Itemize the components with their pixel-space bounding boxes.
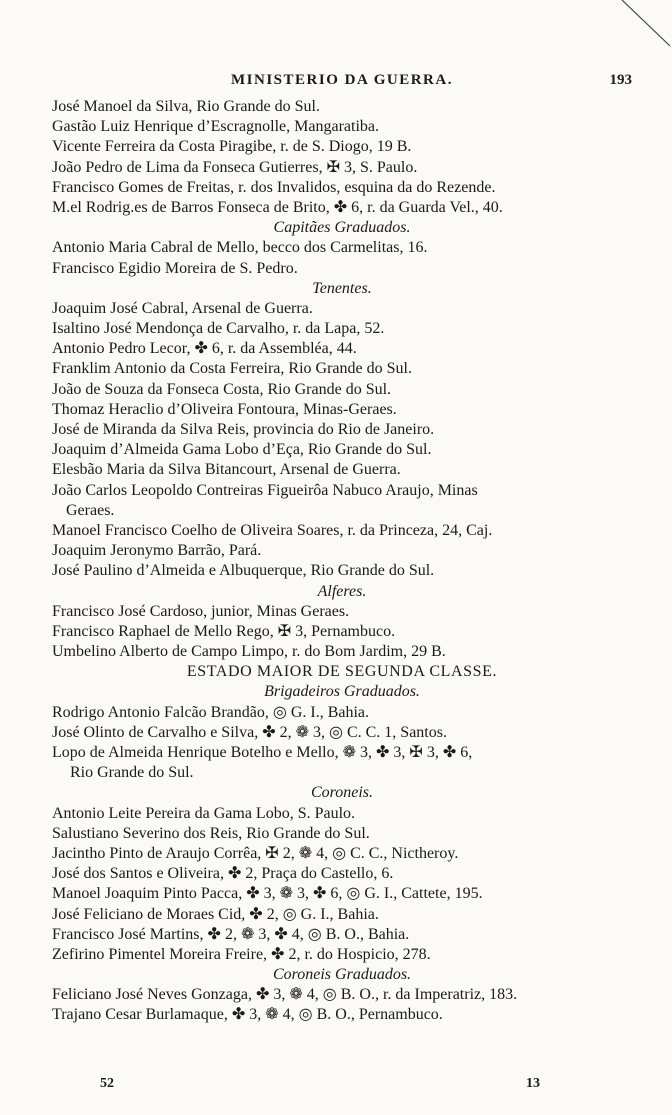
listing-entry: Elesbão Maria da Silva Bitancourt, Arsenal de Guerra. bbox=[52, 461, 401, 479]
listing-entry: Francisco Gomes de Freitas, r. dos Invalidos, esquina da do Rezende. bbox=[52, 178, 496, 196]
listing-entry: M.el Rodrig.es de Barros Fonseca de Brito, ✤ 6, r. da Guarda Vel., 40. bbox=[52, 198, 503, 216]
listing-entry: José Olinto de Carvalho e Silva, ✤ 2, ❁ 3, ◎ C. C. 1, Santos. bbox=[52, 723, 447, 741]
listing-entry: Thomaz Heraclio d’Oliveira Fontoura, Minas-Geraes. bbox=[52, 400, 397, 418]
listing-entry: Manoel Francisco Coelho de Oliveira Soares, r. da Princeza, 24, Caj. bbox=[52, 521, 493, 539]
rank-heading: Tenentes. bbox=[312, 279, 372, 297]
listing-entry: Joaquim d’Almeida Gama Lobo d’Eça, Rio Grande do Sul. bbox=[52, 441, 432, 459]
listing-entry: José Paulino d’Almeida e Albuquerque, Rio Grande do Sul. bbox=[52, 562, 435, 580]
signature-mark: 52 bbox=[100, 1076, 114, 1091]
running-title: MINISTERIO DA GUERRA. bbox=[231, 72, 453, 88]
listing-entry: João de Souza da Fonseca Costa, Rio Grande do Sul. bbox=[52, 380, 392, 398]
section-heading: ESTADO MAIOR DE SEGUNDA CLASSE. bbox=[186, 663, 498, 681]
entry-continuation: Geraes. bbox=[66, 501, 115, 519]
listing-entry: Zefirino Pimentel Moreira Freire, ✤ 2, r. do Hospicio, 278. bbox=[52, 945, 431, 963]
rank-heading: Alferes. bbox=[317, 582, 367, 600]
listing-entry: Isaltino José Mendonça de Carvalho, r. da Lapa, 52. bbox=[52, 320, 385, 338]
listing-entry: Francisco Egidio Moreira de S. Pedro. bbox=[52, 259, 298, 277]
corner-line-mark bbox=[612, 0, 672, 50]
listing-entry: João Pedro de Lima da Fonseca Gutierres, ✠ 3, S. Paulo. bbox=[52, 158, 418, 176]
listing-entry: José Feliciano de Moraes Cid, ✤ 2, ◎ G. I., Bahia. bbox=[52, 905, 379, 923]
listing-entry: Salustiano Severino dos Reis, Rio Grande do Sul. bbox=[52, 824, 370, 842]
rank-heading: Brigadeiros Graduados. bbox=[264, 683, 420, 701]
listing-entry: Vicente Ferreira da Costa Piragibe, r. de S. Diogo, 19 B. bbox=[52, 138, 412, 156]
rank-heading: Coroneis. bbox=[310, 784, 374, 802]
gathering-number: 13 bbox=[526, 1076, 540, 1091]
listing-entry: Trajano Cesar Burlamaque, ✤ 3, ❁ 4, ◎ B. O., Pernambuco. bbox=[52, 1006, 443, 1024]
listing-entry: Francisco José Martins, ✤ 2, ❁ 3, ✤ 4, ◎ B. O., Bahia. bbox=[52, 925, 410, 943]
rank-heading: Capitães Graduados. bbox=[273, 219, 411, 237]
page-header bbox=[52, 72, 632, 94]
listing-entry: João Carlos Leopoldo Contreiras Figueirôa Nabuco Araujo, Minas bbox=[52, 481, 478, 499]
directory-listing bbox=[52, 97, 632, 1026]
page-number: 193 bbox=[609, 72, 632, 88]
listing-entry: José Manoel da Silva, Rio Grande do Sul. bbox=[52, 98, 320, 115]
entry-continuation: Rio Grande do Sul. bbox=[70, 764, 194, 782]
listing-entry: Joaquim Jeronymo Barrão, Pará. bbox=[52, 542, 262, 560]
listing-entry: José dos Santos e Oliveira, ✤ 2, Praça do Castello, 6. bbox=[52, 865, 394, 883]
listing-entry: Feliciano José Neves Gonzaga, ✤ 3, ❁ 4, ◎ B. O., r. da Imperatriz, 183. bbox=[52, 986, 518, 1004]
listing-entry: Manoel Joaquim Pinto Pacca, ✤ 3, ❁ 3, ✤ 6, ◎ G. I., Cattete, 195. bbox=[52, 885, 483, 903]
listing-entry: Rodrigo Antonio Falcão Brandão, ◎ G. I., Bahia. bbox=[52, 703, 370, 721]
rank-heading: Coroneis Graduados. bbox=[272, 966, 412, 984]
listing-entry: Jacintho Pinto de Araujo Corrêa, ✠ 2, ❁ 4, ◎ C. C., Nictheroy. bbox=[52, 844, 459, 862]
listing-entry: Joaquim José Cabral, Arsenal de Guerra. bbox=[52, 299, 313, 317]
listing-entry: Umbelino Alberto de Campo Limpo, r. do Bom Jardim, 29 B. bbox=[52, 643, 446, 661]
listing-entry: Antonio Maria Cabral de Mello, becco dos Carmelitas, 16. bbox=[52, 239, 428, 257]
listing-entry: Antonio Pedro Lecor, ✤ 6, r. da Assembléa, 44. bbox=[52, 340, 357, 358]
listing-entry: Franklim Antonio da Costa Ferreira, Rio Grande do Sul. bbox=[52, 360, 412, 378]
listing-entry: Lopo de Almeida Henrique Botelho e Mello, ❁ 3, ✤ 3, ✠ 3, ✤ 6, bbox=[52, 744, 473, 761]
page-footer bbox=[100, 1076, 540, 1096]
listing-entry: Gastão Luiz Henrique d’Escragnolle, Mangaratiba. bbox=[52, 118, 379, 136]
listing-entry: Francisco José Cardoso, junior, Minas Geraes. bbox=[52, 602, 350, 620]
listing-entry: José de Miranda da Silva Reis, provincia do Rio de Janeiro. bbox=[52, 421, 435, 438]
listing-entry: Antonio Leite Pereira da Gama Lobo, S. Paulo. bbox=[52, 804, 356, 822]
listing-entry: Francisco Raphael de Mello Rego, ✠ 3, Pernambuco. bbox=[52, 622, 396, 640]
